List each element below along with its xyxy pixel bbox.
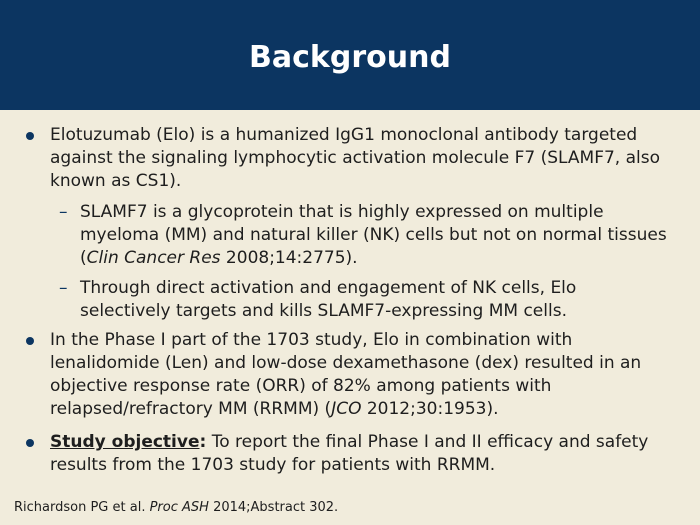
dash-icon: – xyxy=(59,202,68,222)
bullet-text: Elotuzumab (Elo) is a humanized IgG1 monoclonal antibody targeted against the signaling lymphocytic activation molecule F7 (SLAMF7, also known as CS1). xyxy=(50,125,661,191)
bullet-dot-icon xyxy=(26,439,34,447)
slide-title: Background xyxy=(249,39,451,75)
objective-colon: : xyxy=(199,432,207,452)
objective-label: Study objective xyxy=(50,432,200,452)
slide-header xyxy=(0,0,700,110)
sub-bullet-text: Through direct activation and engagement of NK cells, Elo selectively targets and kills SLAMF7-expressing MM cells. xyxy=(80,278,577,321)
bullet-item xyxy=(0,431,700,477)
bullet-dot-icon xyxy=(26,132,34,140)
journal-name: Clin Cancer Res xyxy=(86,248,221,268)
citation-journal: Proc ASH xyxy=(149,500,209,515)
slide-body xyxy=(0,124,700,477)
journal-name: JCO xyxy=(331,399,362,419)
bullet-text xyxy=(50,329,672,421)
sub-bullet-text xyxy=(80,201,672,270)
text-run: In the Phase I part of the 1703 study, Elo in combination with lenalidomide (Len) and low-dose dexamethasone (dex) resulted in an objective response rate (ORR) of 82% among patients with relapsed/refractory MM (RRMM) ( xyxy=(50,330,642,419)
text-run: SLAMF7 is a glycoprotein that is highly expressed on multiple myeloma (MM) and natural killer (NK) cells but not on normal tissues ( xyxy=(80,202,667,268)
bullet-item xyxy=(0,124,700,193)
bullet-item xyxy=(0,329,700,421)
bullet-text xyxy=(50,431,672,477)
sub-bullet-item xyxy=(0,201,700,270)
citation-rest: 2014;Abstract 302. xyxy=(208,500,339,515)
citation-authors: Richardson PG et al. xyxy=(14,500,150,515)
dash-icon: – xyxy=(59,278,68,298)
text-run: 2008;14:2775). xyxy=(220,248,358,268)
sub-bullet-item xyxy=(0,277,700,323)
citation-footer xyxy=(14,500,338,516)
text-run: To report the final Phase I and II efficacy and safety results from the 1703 study for patients with RRMM. xyxy=(50,432,649,475)
text-run: 2012;30:1953). xyxy=(361,399,499,419)
bullet-dot-icon xyxy=(26,337,34,345)
